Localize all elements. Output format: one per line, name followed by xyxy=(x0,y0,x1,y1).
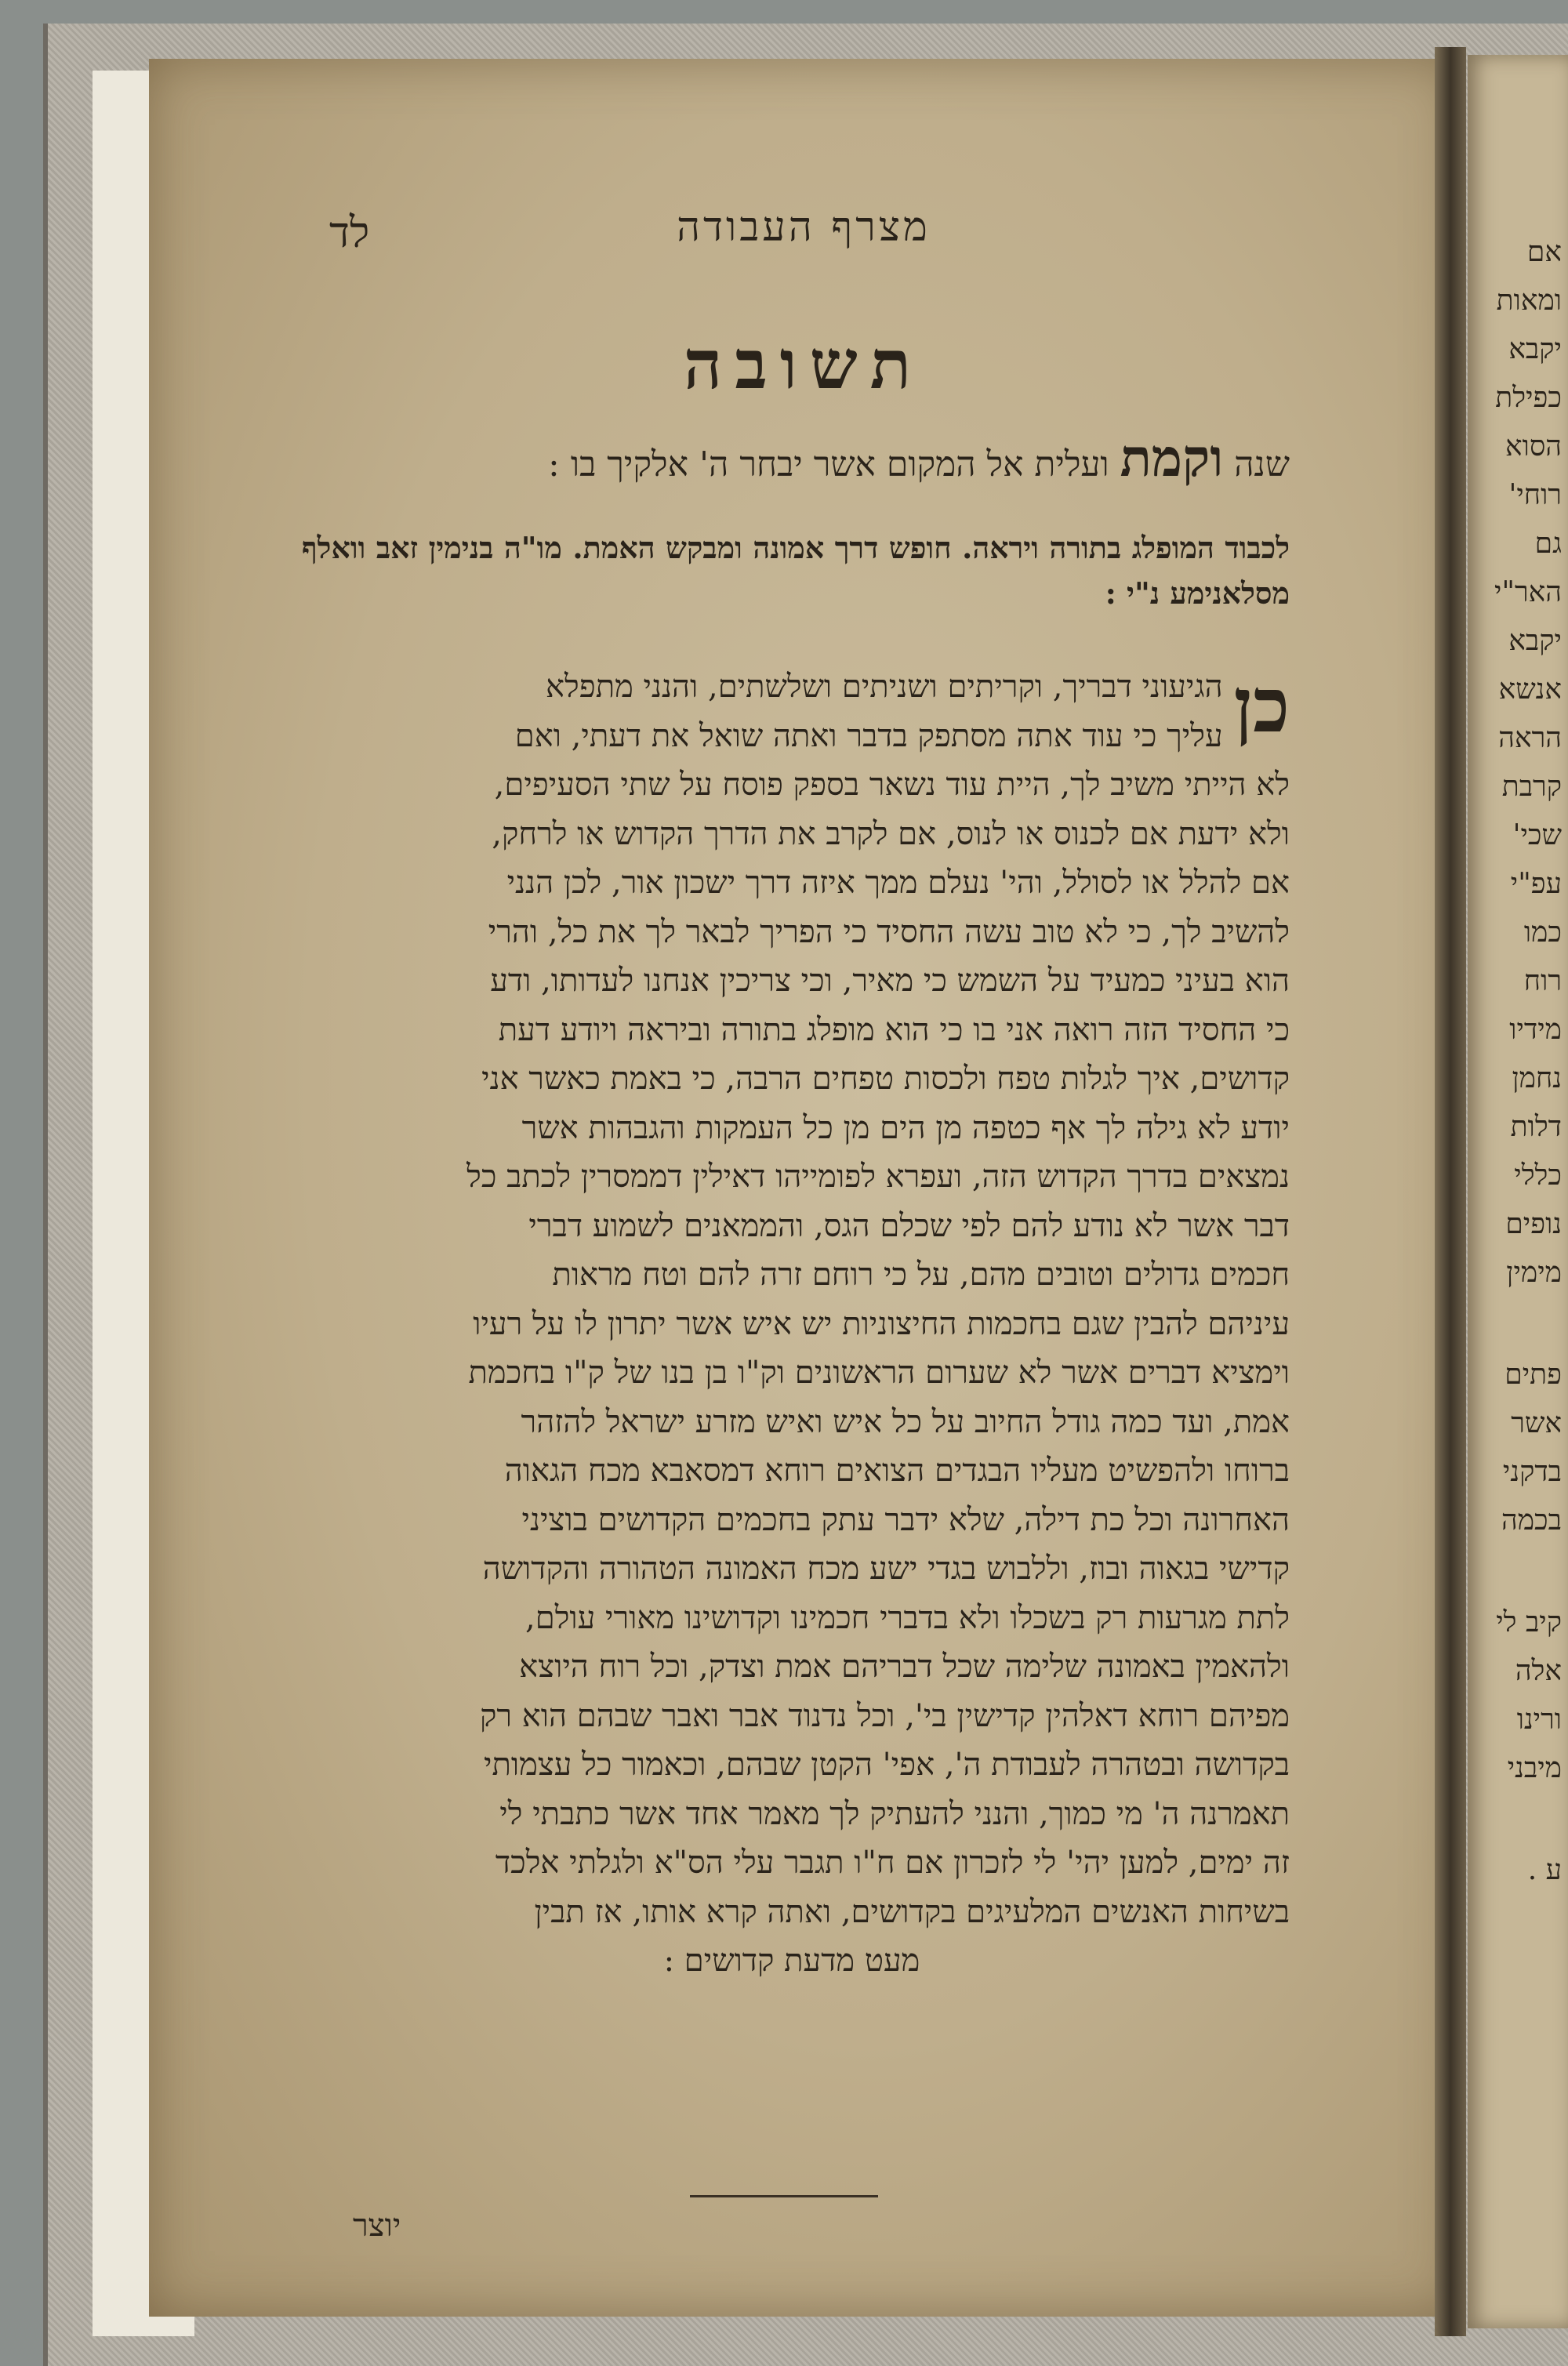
facing-page-fragment: בכמה xyxy=(1501,1504,1562,1537)
body-line: וימציא דברים אשר לא שערום הראשונים וק"ו בן בנו של ק"ו בחכמת xyxy=(468,1355,1290,1391)
facing-page-fragment: האר"י xyxy=(1494,576,1562,608)
body-line: מפיהם רוחא דאלהין קדישין בי', וכל נדנוד אבר ואבר שבהם הוא רק xyxy=(480,1697,1290,1734)
verse-before: שנה xyxy=(1234,445,1290,484)
catchword: יוצר xyxy=(353,2208,401,2244)
facing-page-fragment: מיבני xyxy=(1507,1752,1562,1784)
facing-page-fragment: קרבת xyxy=(1501,771,1562,803)
body-text xyxy=(294,662,1290,1986)
body-line: האחרונה וכל כת דילה, שלא ידבר עתק בחכמים הקדושים בוציני xyxy=(521,1501,1290,1538)
verse-emphasis: וקמת xyxy=(1120,427,1224,488)
verse-after: ועלית אל המקום אשר יבחר ה' אלקיך בו : xyxy=(548,445,1109,484)
facing-page-fragment: פתים xyxy=(1504,1359,1562,1391)
page-number: לד xyxy=(329,208,370,257)
dedication: לכבוד המופלג בתורה ויראה. חופש דרך אמונה ומבקש האמת. מו"ה בנימין זאב וואלף מסלאנימע נ"י : xyxy=(302,530,1290,611)
body-line: עליך כי עוד אתה מסתפק בדבר ואתה שואל את דעתי, ואם xyxy=(514,717,1223,754)
section-title: תשובה xyxy=(683,325,924,405)
body-line: קדישי בגאוה ובוז, וללבוש בגדי ישע מכח האמונה הטהורה והקדושה xyxy=(482,1551,1290,1587)
body-line: נמצאים בדרך הקדוש הזה, ועפרא לפומייהו דאילין דממסרין לכתב כל xyxy=(466,1159,1290,1195)
body-line: ברוחו ולהפשיט מעליו הבגדים הצואים רוחא דמסאבא מכח הגאוה xyxy=(504,1453,1290,1489)
facing-page-fragment: אלה xyxy=(1515,1655,1562,1687)
body-line: אמת, ועד כמה גודל החיוב על כל איש ואיש מזרע ישראל להזהר xyxy=(521,1403,1290,1440)
facing-page-fragment: ומאות xyxy=(1496,285,1562,317)
body-line: מעט מדעת קדושים : xyxy=(663,1943,920,1979)
facing-page-fragment: אנשא xyxy=(1498,673,1562,706)
body-line: עיניהם להבין שגם בחכמות החיצוניות יש איש אשר יתרון לו על רעיו xyxy=(473,1305,1290,1342)
body-line: קדושים, איך לגלות טפח ולכסות טפחים הרבה, כי באמת כאשר אני xyxy=(481,1061,1290,1097)
divider-rule xyxy=(690,2195,878,2197)
facing-page-fragment: גם xyxy=(1534,528,1562,560)
body-line: כי החסיד הזה רואה אני בו כי הוא מופלג בתורה וביראה ויודע דעת xyxy=(498,1011,1290,1048)
facing-page-fragment: הסוא xyxy=(1505,430,1562,463)
body-line: להשיב לך, כי לא טוב עשה החסיד כי הפריך לבאר לך את כל, והרי xyxy=(488,913,1290,950)
facing-page-fragment: הראה xyxy=(1498,722,1562,754)
facing-page-fragment: מידיו xyxy=(1509,1014,1562,1046)
body-line: הגיעוני דבריך, וקריתים ושניתים ושלשתים, והנני מתפלא xyxy=(546,669,1223,705)
drop-cap: כן xyxy=(1233,661,1290,749)
facing-page-fragment: יקבא xyxy=(1508,333,1562,365)
body-line: חכמים גדולים וטובים מהם, על כי רוחם זרה להם וטח מראות xyxy=(552,1257,1290,1293)
body-line: יודע לא גילה לך אף כטפה מן הים מן כל העמקות והגבהות אשר xyxy=(521,1109,1290,1146)
facing-page-fragment: מימין xyxy=(1506,1257,1562,1289)
facing-page-fragment: נופים xyxy=(1505,1208,1562,1240)
body-line: בשיחות האנשים המלעיגים בקדושים, ואתה קרא אותו, אז תבין xyxy=(534,1893,1290,1930)
facing-page-fragment: ורינו xyxy=(1516,1704,1562,1736)
body-line: בקדושה ובטהרה לעבודת ה', אפי' הקטן שבהם, וכאמור כל עצמותי xyxy=(483,1747,1290,1783)
facing-page-fragment: עפ"י xyxy=(1510,868,1562,900)
facing-page-fragment: אם xyxy=(1526,236,1562,268)
facing-page-fragment: נחמן xyxy=(1512,1062,1562,1094)
body-line: תאמרנה ה' מי כמוך, והנני להעתיק לך מאמר אחד אשר כתבתי לי xyxy=(499,1795,1290,1832)
body-line: לתת מגרעות רק בשכלו ולא בדברי חכמינו וקדושינו מאורי עולם, xyxy=(525,1599,1290,1636)
body-line: אם להלל או לסולל, והי' נעלם ממך איזה דרך ישכון אור, לכן הנני xyxy=(506,865,1290,901)
book-page xyxy=(149,59,1458,2317)
body-line: זה ימים, למען יהי' לי לזכרון אם ח"ו תגבר עלי הס"א ולגלתי אלכד xyxy=(495,1845,1290,1881)
book-gutter xyxy=(1435,47,1466,2336)
facing-page-fragment: כמו xyxy=(1523,916,1562,949)
facing-page-fragment: דלות xyxy=(1510,1111,1562,1143)
facing-page-fragment: כללי xyxy=(1514,1159,1562,1192)
facing-page-fragment: יקבא xyxy=(1508,625,1562,657)
facing-page-edge xyxy=(1468,55,1568,2328)
facing-page-fragment: רוחי' xyxy=(1508,479,1562,511)
facing-page-fragment: רוח xyxy=(1523,965,1562,997)
facing-page-fragment: אשר xyxy=(1511,1407,1562,1439)
body-line: ולהאמין באמונה שלימה שכל דבריהם אמת וצדק, וכל רוח היוצא xyxy=(519,1649,1290,1685)
facing-page-fragment: בדקני xyxy=(1502,1456,1562,1488)
opening-verse xyxy=(548,427,1290,489)
body-line: לא הייתי משיב לך, היית עוד נשאר בספק פוסח על שתי הסעיפים, xyxy=(494,767,1290,803)
facing-page-fragment: שכי' xyxy=(1512,819,1562,851)
facing-page-fragment: קיב לי xyxy=(1496,1606,1562,1638)
body-line: הוא בעיני כמעיד על השמש כי מאיר, וכי צריכין אנחנו לעדותו, ודע xyxy=(490,963,1290,999)
running-title: מצרף העבודה xyxy=(677,204,931,251)
facing-page-fragment: ע . xyxy=(1527,1854,1562,1886)
facing-page-fragment: כפילת xyxy=(1495,382,1562,414)
body-line: דבר אשר לא נודע להם לפי שכלם הגס, והממאנים לשמוע דברי xyxy=(528,1207,1290,1244)
body-line: ולא ידעת אם לכנוס או לנוס, אם לקרב את הדרך הקדוש או לרחק, xyxy=(492,815,1290,852)
